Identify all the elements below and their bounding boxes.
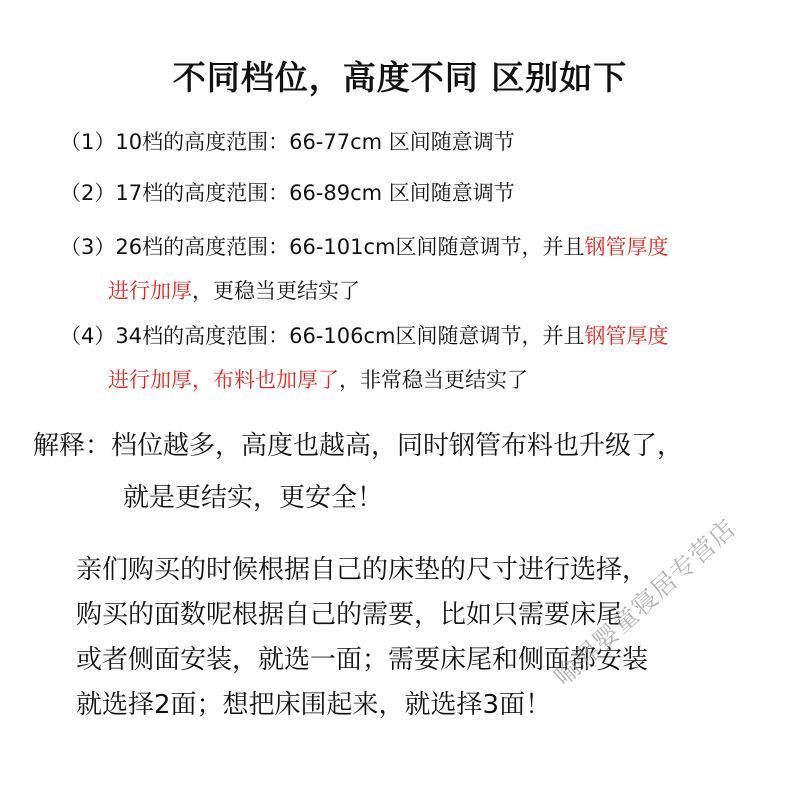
spec-item-1	[60, 120, 515, 164]
note-line-4: 就选择2面；想把床围起来，就选择3面！	[76, 690, 552, 720]
spec-item-3-highlight: 钢管厚度	[584, 235, 669, 259]
purchase-note	[76, 548, 648, 728]
store-watermark: 喻羿婴童寝居专营店	[548, 513, 742, 692]
spec-item-2-text: （2）17档的高度范围：66-89cm 区间随意调节	[60, 181, 515, 205]
spec-item-4-continuation	[60, 358, 668, 402]
spec-item-4	[60, 314, 668, 402]
spec-item-4-text-2: ，非常稳当更结实了	[339, 368, 528, 392]
explanation-line-1: 解释：档位越多，高度也越高，同时钢管布料也升级了，	[33, 431, 684, 461]
spec-item-3-text: （3）26档的高度范围：66-101cm区间随意调节，并且	[60, 235, 585, 259]
spec-item-3-continuation	[60, 269, 668, 313]
spec-item-3	[60, 225, 668, 313]
explanation-line-2: 就是更结实，更安全！	[123, 483, 384, 513]
page-title: 不同档位，高度不同 区别如下	[172, 58, 628, 97]
note-line-1: 亲们购买的时候根据自己的床垫的尺寸进行选择，	[76, 555, 649, 585]
spec-item-3-text-2: ，更稳当更结实了	[192, 279, 360, 303]
note-line-3: 或者侧面安装，就选一面；需要床尾和侧面都安装	[76, 645, 649, 675]
spec-item-4-highlight: 钢管厚度	[584, 324, 669, 348]
explanation	[33, 420, 683, 524]
spec-item-4-highlight-2: 进行加厚，布料也加厚了	[108, 368, 339, 392]
note-line-2: 购买的面数呢根据自己的需要，比如只需要床尾	[76, 600, 623, 630]
spec-item-2	[60, 171, 515, 215]
spec-item-4-text: （4）34档的高度范围：66-106cm区间随意调节，并且	[60, 324, 585, 348]
spec-item-1-text: （1）10档的高度范围：66-77cm 区间随意调节	[60, 130, 515, 154]
spec-item-3-highlight-2: 进行加厚	[108, 279, 192, 303]
